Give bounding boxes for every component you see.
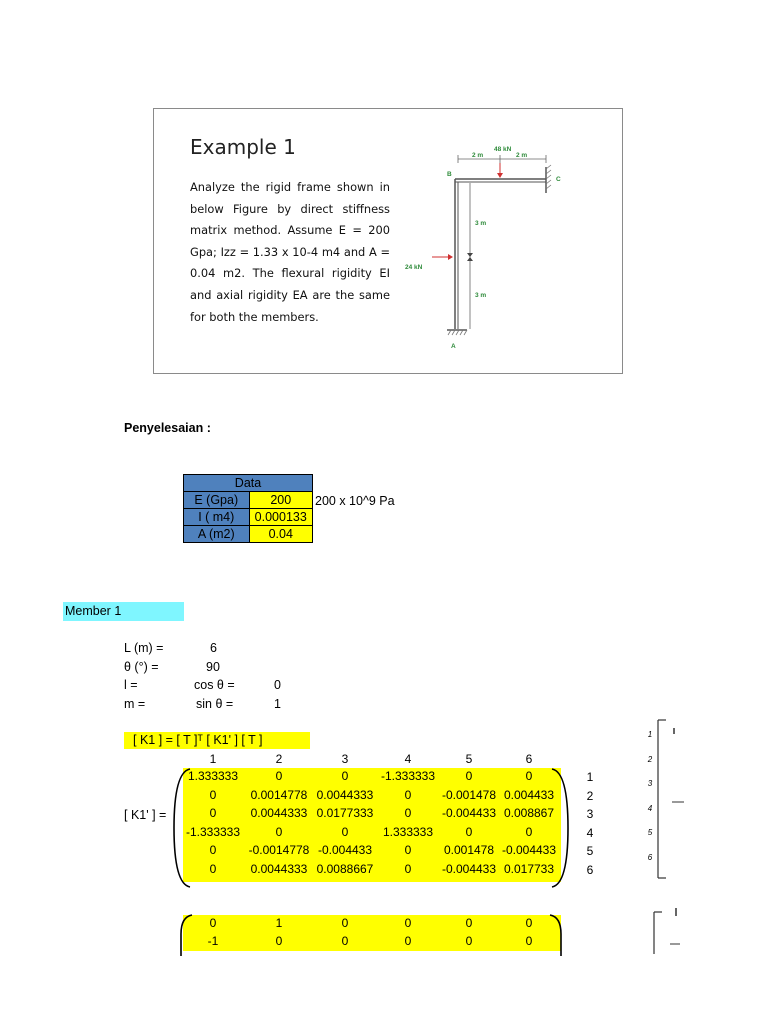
k1-formula: [ K1 ] = [ T ]ᵀ [ K1' ] [ T ] — [133, 733, 263, 747]
t-matrix-cell: 0 — [465, 916, 473, 930]
dim-top-left: 2 m — [472, 152, 484, 159]
side-row-mark: 2 — [647, 754, 653, 764]
m-label: m = — [124, 697, 146, 711]
k1-prime-cell: 0.017733 — [503, 862, 555, 876]
data-key-a: A (m2) — [184, 526, 250, 543]
dim-upper: 3 m — [475, 220, 487, 227]
row-header-6: 6 — [586, 863, 594, 877]
theta-label: θ (°) = — [124, 660, 159, 674]
row-header-3: 3 — [586, 807, 594, 822]
t-matrix-cell: -1 — [207, 934, 219, 948]
t-matrix-cell: 0 — [525, 934, 533, 948]
data-value-i: 0.000133 — [249, 509, 313, 526]
t-matrix-cell: 0 — [275, 934, 283, 948]
k1-prime-cell: -0.004433 — [441, 862, 497, 876]
example-description: Analyze the rigid frame shown in below Figure by direct stiffness matrix method. Assume E = 200 Gpa; Izz = 1.33 x 10-4 m4 and A = 0.04 m2. The flexural rigidity EI and axial rigidity EA are the same for both the members. — [190, 180, 390, 324]
data-value-e: 200 — [249, 492, 313, 509]
k1-prime-label: [ K1' ] = — [124, 808, 167, 822]
k1-prime-cell: 0 — [404, 787, 412, 802]
load-side-label: 24 kN — [405, 264, 423, 271]
k1-prime-cell: 1.333333 — [382, 824, 434, 839]
k1-prime-cell: 0 — [209, 843, 217, 858]
side-row-mark: 4 — [647, 803, 653, 813]
example-figure-box — [153, 108, 623, 374]
data-table-header: Data — [184, 475, 313, 492]
k1-prime-cell: 0 — [465, 824, 473, 839]
k1-prime-cell: 0 — [525, 769, 533, 783]
column-header-1: 1 — [209, 752, 217, 766]
k1-prime-cell: 0 — [465, 769, 473, 783]
data-key-i: I ( m4) — [184, 509, 250, 526]
k1-prime-cell: 0.004433 — [503, 787, 555, 802]
side-partial-bracket-2 — [650, 900, 690, 956]
example-title: Example 1 — [190, 135, 296, 159]
k1-prime-cell: 0 — [404, 806, 412, 821]
t-matrix-cell: 0 — [341, 916, 349, 930]
node-c-label: C — [556, 176, 561, 183]
side-partial-bracket — [654, 718, 694, 882]
k1-prime-cell: -0.004433 — [501, 843, 557, 858]
node-b-label: B — [447, 171, 452, 178]
column-header-3: 3 — [341, 752, 349, 766]
k1-prime-cell: 0 — [525, 824, 533, 839]
e-unit-note: 200 x 10^9 Pa — [315, 494, 395, 508]
k1-prime-cell: -1.333333 — [185, 824, 241, 839]
data-value-a: 0.04 — [249, 526, 313, 543]
k1-prime-cell: -0.001478 — [441, 787, 497, 802]
length-value: 6 — [210, 641, 217, 655]
t-matrix-cell: 0 — [209, 916, 217, 930]
l-value: 0 — [274, 678, 281, 692]
t-matrix-cell: 0 — [525, 916, 533, 930]
k1-prime-cell: 0 — [404, 862, 412, 876]
side-row-mark: 5 — [647, 828, 653, 837]
k1-prime-cell: 0.0044333 — [316, 787, 374, 802]
solution-heading: Penyelesaian : — [124, 421, 211, 435]
cos-expr: cos θ = — [194, 678, 235, 692]
t-matrix-cell: 0 — [404, 934, 412, 948]
dim-lower: 3 m — [475, 292, 487, 299]
side-row-mark: 3 — [647, 779, 653, 788]
k1-prime-cell: -0.004433 — [441, 806, 497, 821]
t-matrix-cell: 1 — [275, 916, 283, 930]
theta-value: 90 — [206, 660, 220, 674]
k1-formula-box — [124, 732, 310, 749]
dim-top-right: 2 m — [516, 152, 528, 159]
k1-prime-cell: 0 — [275, 769, 283, 783]
column-header-5: 5 — [465, 752, 473, 766]
node-a-label: A — [451, 343, 456, 350]
load-top-label: 48 kN — [494, 146, 512, 153]
k1-prime-cell: 0 — [209, 862, 217, 876]
data-table — [183, 474, 313, 543]
m-value: 1 — [274, 697, 281, 711]
k1-prime-cell: 0.001478 — [443, 843, 495, 858]
length-label: L (m) = — [124, 641, 164, 655]
k1-prime-cell: 0 — [341, 769, 349, 783]
k1-prime-cell: -0.0014778 — [248, 843, 310, 858]
column-header-6: 6 — [525, 752, 533, 766]
k1-prime-cell: 0.0044333 — [250, 862, 308, 876]
k1-prime-cell: 0.0044333 — [250, 806, 308, 821]
k1-prime-cell: 0.0177333 — [316, 806, 374, 821]
column-header-2: 2 — [275, 752, 283, 766]
k1-prime-cell: 0 — [275, 824, 283, 839]
t-matrix-cell: 0 — [404, 916, 412, 930]
row-header-4: 4 — [586, 825, 594, 840]
rigid-frame-diagram — [400, 143, 600, 365]
row-header-5: 5 — [586, 844, 594, 859]
k1-prime-cell: -1.333333 — [380, 769, 436, 783]
t-matrix-cell: 0 — [465, 934, 473, 948]
member-1-heading: Member 1 — [63, 602, 184, 621]
column-header-4: 4 — [404, 752, 412, 766]
row-header-2: 2 — [586, 788, 594, 803]
k1-prime-cell: 0.0014778 — [250, 787, 308, 802]
k1-prime-cell: -0.004433 — [317, 843, 373, 858]
k1-prime-cell: 0 — [341, 824, 349, 839]
sin-expr: sin θ = — [196, 697, 234, 711]
l-label: l = — [124, 678, 138, 692]
k1-prime-cell: 0 — [404, 843, 412, 858]
k1-prime-cell: 0.0088667 — [316, 862, 374, 876]
side-row-mark: 1 — [647, 730, 653, 739]
k1-prime-cell: 0.008867 — [503, 806, 555, 821]
k1-prime-cell: 0 — [209, 787, 217, 802]
side-row-mark: 6 — [647, 852, 653, 862]
row-header-1: 1 — [586, 770, 594, 784]
t-matrix-cell: 0 — [341, 934, 349, 948]
k1-prime-cell: 0 — [209, 806, 217, 821]
k1-prime-cell: 1.333333 — [187, 769, 239, 783]
data-key-e: E (Gpa) — [184, 492, 250, 509]
